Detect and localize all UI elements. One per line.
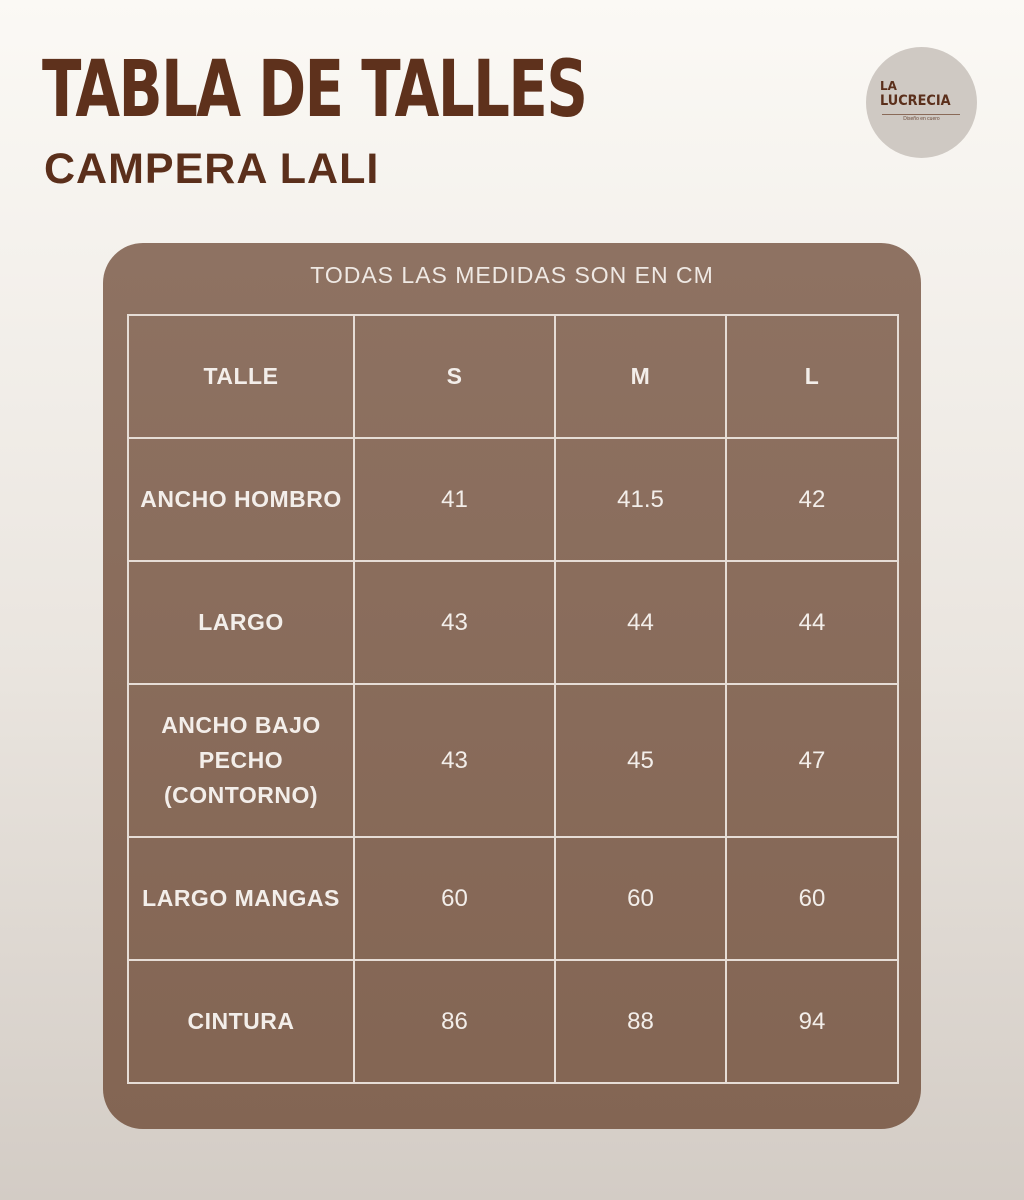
table-cell: 47 bbox=[726, 684, 898, 837]
column-header-s: S bbox=[354, 315, 555, 438]
units-note: TODAS LAS MEDIDAS SON EN CM bbox=[310, 262, 714, 288]
table-cell: 43 bbox=[354, 684, 555, 837]
table-cell: 44 bbox=[726, 561, 898, 684]
table-cell: 86 bbox=[354, 960, 555, 1083]
column-header-l: L bbox=[726, 315, 898, 438]
logo-divider bbox=[882, 114, 960, 115]
row-label: LARGO bbox=[128, 561, 354, 684]
logo-wordmark: LUCRECIA bbox=[880, 93, 951, 109]
row-label: ANCHO HOMBRO bbox=[128, 438, 354, 561]
table-cell: 42 bbox=[726, 438, 898, 561]
row-label: LARGO MANGAS bbox=[128, 837, 354, 960]
table-cell: 41.5 bbox=[555, 438, 726, 561]
table-cell: 60 bbox=[726, 837, 898, 960]
table-cell: 88 bbox=[555, 960, 726, 1083]
table-row bbox=[128, 960, 898, 1083]
brand-logo bbox=[866, 47, 977, 158]
table-cell: 60 bbox=[555, 837, 726, 960]
logo-prefix: LA bbox=[880, 79, 897, 93]
size-table bbox=[127, 314, 899, 1084]
table-cell: 41 bbox=[354, 438, 555, 561]
table-row bbox=[128, 837, 898, 960]
table-cell: 60 bbox=[354, 837, 555, 960]
column-header-talle: TALLE bbox=[128, 315, 354, 438]
table-cell: 45 bbox=[555, 684, 726, 837]
table-cell: 43 bbox=[354, 561, 555, 684]
row-label: CINTURA bbox=[128, 960, 354, 1083]
page-subtitle: CAMPERA LALI bbox=[44, 145, 380, 193]
table-cell: 44 bbox=[555, 561, 726, 684]
logo-tagline: Diseño en cuero bbox=[903, 116, 940, 122]
row-label: ANCHO BAJO PECHO (CONTORNO) bbox=[128, 684, 354, 837]
table-row bbox=[128, 438, 898, 561]
table-row bbox=[128, 561, 898, 684]
table-row bbox=[128, 684, 898, 837]
column-header-m: M bbox=[555, 315, 726, 438]
size-table-card bbox=[103, 243, 921, 1129]
table-header-row bbox=[128, 315, 898, 438]
page-title: TABLA DE TALLES bbox=[42, 45, 587, 135]
table-cell: 94 bbox=[726, 960, 898, 1083]
